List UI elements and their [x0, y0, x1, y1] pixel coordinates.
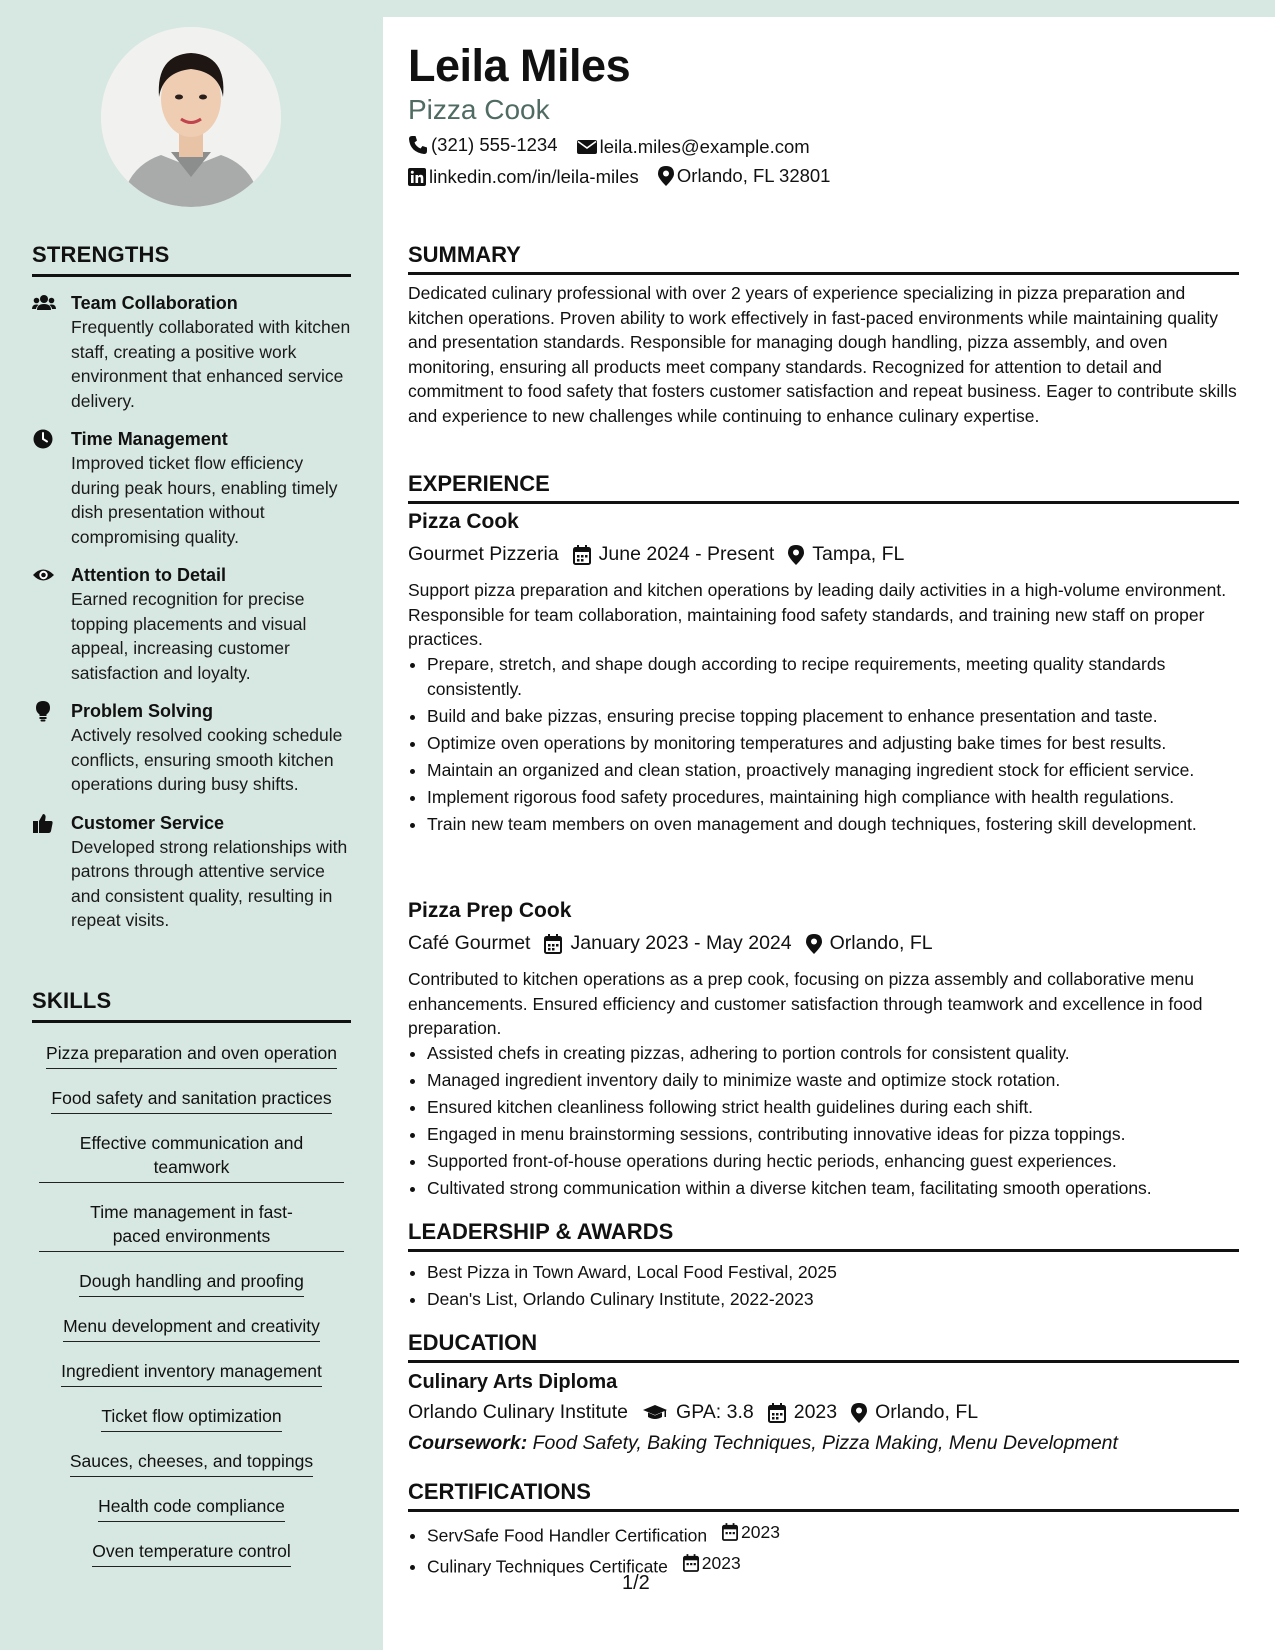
skill-item: Ticket flow optimization: [101, 1404, 281, 1432]
list-item: • Best Pizza in Town Award, Local Food Festival, 2025: [427, 1260, 1258, 1285]
job-1-bullets: [408, 652, 1258, 839]
skill-item: Menu development and creativity: [63, 1314, 320, 1342]
list-item: • Train new team members on oven management and dough techniques, fostering skill development.: [427, 812, 1258, 837]
job-title: Pizza Cook: [408, 94, 550, 125]
list-item: • Implement rigorous food safety procedures, maintaining high compliance with health regulations.: [427, 785, 1258, 810]
avatar: [101, 27, 281, 207]
graduation-year: 2023: [793, 1401, 838, 1423]
skills-heading: SKILLS: [32, 988, 351, 1023]
strength-title: Problem Solving: [71, 701, 214, 721]
job-2-company: Café Gourmet: [408, 932, 531, 954]
cert-year: 2023: [701, 1552, 741, 1573]
certifications-heading: CERTIFICATIONS: [408, 1479, 1239, 1512]
strength-item: [32, 427, 351, 549]
location-pin-icon: [658, 166, 674, 186]
email-icon: [577, 139, 597, 155]
location-pin-icon: [788, 545, 804, 565]
email-address[interactable]: leila.miles@example.com: [599, 136, 810, 157]
degree-title: Culinary Arts Diploma: [408, 1371, 618, 1393]
education-meta: [408, 1401, 978, 1424]
cert-name: ServSafe Food Handler Certification: [427, 1525, 708, 1546]
list-item: • Maintain an organized and clean station, proactively managing ingredient stock for efficient service.: [427, 758, 1258, 783]
summary-heading: SUMMARY: [408, 242, 1239, 275]
experience-heading: EXPERIENCE: [408, 471, 1239, 504]
list-item: • Cultivated strong communication within a diverse kitchen team, facilitating smooth operations.: [427, 1176, 1258, 1201]
list-item: • Optimize oven operations by monitoring temperatures and adjusting bake times for best results.: [427, 731, 1258, 756]
list-item: • Prepare, stretch, and shape dough according to recipe requirements, meeting quality standards consistently.: [427, 652, 1258, 701]
job-2-meta: [408, 932, 933, 955]
strength-title: Customer Service: [71, 812, 225, 833]
strength-item: [32, 699, 351, 797]
calendar-icon: [683, 1554, 699, 1572]
school-name: Orlando Culinary Institute: [408, 1401, 629, 1423]
strength-title: Team Collaboration: [71, 293, 238, 313]
strength-desc: Actively resolved cooking schedule conflicts, ensuring smooth kitchen operations during busy shifts.: [71, 725, 343, 794]
strengths-section: [32, 242, 351, 933]
location-pin-icon: [806, 934, 822, 954]
calendar-icon: [544, 934, 562, 954]
strengths-heading: STRENGTHS: [32, 242, 351, 277]
job-2-dates: January 2023 - May 2024: [570, 932, 792, 954]
candidate-name: Leila Miles: [408, 40, 631, 91]
list-item: • Managed ingredient inventory daily to minimize waste and optimize stock rotation.: [427, 1068, 1258, 1093]
list-item: • Assisted chefs in creating pizzas, adhering to portion controls for consistent quality.: [427, 1041, 1258, 1066]
coursework-list: Food Safety, Baking Techniques, Pizza Making, Menu Development: [532, 1432, 1118, 1454]
skill-item: Time management in fast-paced environments: [39, 1200, 344, 1252]
strength-desc: Frequently collaborated with kitchen staff, creating a positive work environment that enhanced service delivery.: [71, 317, 351, 411]
calendar-icon: [768, 1403, 786, 1423]
lightbulb-icon: [32, 700, 56, 722]
page-number: 1/2: [622, 1572, 650, 1594]
coursework: [408, 1432, 1118, 1455]
strength-title: Attention to Detail: [71, 565, 226, 585]
list-item: • Build and bake pizzas, ensuring precise topping placement to enhance presentation and taste.: [427, 704, 1258, 729]
education-heading: EDUCATION: [408, 1330, 1239, 1363]
linkedin-icon: [408, 168, 426, 186]
list-item: • Dean's List, Orlando Culinary Institute, 2022-2023: [427, 1287, 1258, 1312]
awards-list: [408, 1260, 1258, 1314]
list-item: [427, 1520, 1258, 1548]
contact-row-2: [408, 165, 844, 191]
job-1-dates: June 2024 - Present: [598, 543, 775, 565]
gpa: GPA: 3.8: [676, 1401, 754, 1423]
location: Orlando, FL 32801: [676, 165, 831, 186]
contact-row-1: [408, 134, 824, 160]
phone-icon: [408, 135, 428, 155]
eye-icon: [32, 564, 56, 586]
strength-desc: Improved ticket flow efficiency during peak hours, enabling timely dish presentation without compromising quality.: [71, 453, 338, 547]
top-band: [383, 0, 1275, 17]
skill-item: Sauces, cheeses, and toppings: [70, 1449, 313, 1477]
location-pin-icon: [851, 1403, 867, 1423]
skill-item: Effective communication and teamwork: [39, 1131, 344, 1183]
job-2-title: Pizza Prep Cook: [408, 899, 572, 922]
list-item: • Ensured kitchen cleanliness following strict health guidelines during each shift.: [427, 1095, 1258, 1120]
list-item: • Engaged in menu brainstorming sessions, contributing innovative ideas for pizza toppings.: [427, 1122, 1258, 1147]
strength-item: [32, 563, 351, 685]
strength-item: [32, 291, 351, 413]
phone-number[interactable]: (321) 555-1234: [431, 134, 558, 155]
profile-photo: [101, 27, 281, 207]
graduation-cap-icon: [642, 1403, 668, 1423]
awards-heading: LEADERSHIP & AWARDS: [408, 1219, 1239, 1252]
job-2-desc: Contributed to kitchen operations as a prep cook, focusing on pizza assembly and collaborative menu enhancements. Ensured efficiency and customer satisfaction through teamwork and excellence in food preparation.: [408, 969, 1203, 1038]
skill-item: Food safety and sanitation practices: [51, 1086, 331, 1114]
job-2-bullets: [408, 1041, 1258, 1203]
job-1-location: Tampa, FL: [812, 543, 905, 565]
cert-name: Culinary Techniques Certificate: [427, 1556, 668, 1576]
job-1-desc: Support pizza preparation and kitchen operations by leading daily activities in a high-volume environment. Responsible for team collaboration, maintaining food safety standards, and training new staff on proper practices.: [408, 580, 1227, 649]
calendar-icon: [573, 545, 591, 565]
skills-section: [32, 988, 351, 1576]
coursework-label: Coursework:: [408, 1432, 528, 1454]
job-1-title: Pizza Cook: [408, 510, 519, 533]
strength-desc: Earned recognition for precise topping placements and visual appeal, increasing customer satisfaction and loyalty.: [71, 589, 307, 683]
clock-icon: [32, 428, 56, 450]
users-icon: [32, 292, 56, 314]
cert-year: 2023: [741, 1522, 780, 1542]
summary-text: Dedicated culinary professional with over 2 years of experience specializing in pizza preparation and kitchen operations. Proven ability to work effectively in fast-paced environments while maintaining quality and presentation standards. Responsible for managing dough handling, pizza assembly, and oven monitoring, ensuring all products meet company standards. Recognized for attention to detail and commitment to food safety that fosters customer satisfaction and repeat business. Eager to contribute skills and experience to new challenges while continuing to enhance culinary expertise.: [408, 283, 1237, 426]
job-1-meta: [408, 543, 904, 566]
skill-item: Pizza preparation and oven operation: [46, 1041, 337, 1069]
strength-title: Time Management: [71, 429, 228, 449]
skill-item: Oven temperature control: [92, 1539, 290, 1567]
skill-item: Health code compliance: [98, 1494, 285, 1522]
skills-list: [32, 1033, 351, 1576]
skill-item: Dough handling and proofing: [79, 1269, 304, 1297]
list-item: [427, 1551, 1258, 1579]
certifications-list: [408, 1520, 1258, 1581]
strength-desc: Developed strong relationships with patrons through attentive service and consistent quality, resulting in repeat visits.: [71, 836, 348, 930]
strength-item: [32, 811, 351, 933]
school-location: Orlando, FL: [875, 1401, 979, 1423]
thumbs-up-icon: [32, 812, 56, 834]
list-item: • Supported front-of-house operations during hectic periods, enhancing guest experiences.: [427, 1149, 1258, 1174]
calendar-icon: [722, 1523, 738, 1541]
job-1-company: Gourmet Pizzeria: [408, 543, 559, 565]
skill-item: Ingredient inventory management: [61, 1359, 322, 1387]
job-2-location: Orlando, FL: [829, 932, 933, 954]
linkedin-link[interactable]: linkedin.com/in/leila-miles: [429, 166, 639, 187]
